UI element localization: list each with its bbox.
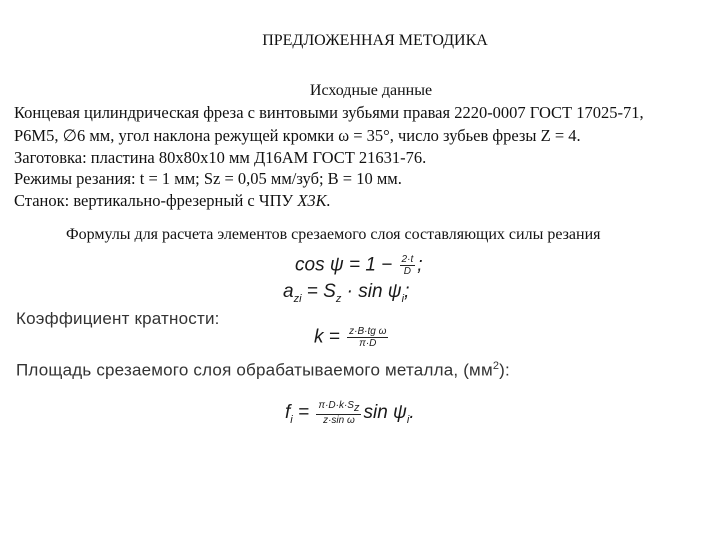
formula3-numerator: z·B·tg ω xyxy=(349,326,387,337)
formulas-heading: Формулы для расчета элементов срезаемого слоя составляющих силы резания xyxy=(66,226,601,243)
formula4-rest-sub: i xyxy=(406,413,410,426)
formula4-tail: . xyxy=(409,402,415,424)
formula2-a: a xyxy=(283,281,294,302)
formula3-lhs: k = xyxy=(314,326,340,348)
formula1-numerator: 2·t xyxy=(401,254,414,265)
formula-k xyxy=(314,326,390,349)
formula2-rest: · sin ψ xyxy=(341,281,402,302)
note-area-suffix: ): xyxy=(499,360,510,380)
formula4-sub-i: i xyxy=(290,413,293,426)
formula2-sub-i: i xyxy=(401,292,405,305)
text-line-tool-params: Р6М5, ∅6 мм, угол наклона режущей кромки ω = 35°, число зубьев фрезы Z = 4. xyxy=(14,126,581,145)
formula4-rest: sin ψ xyxy=(363,402,407,424)
text-line-cutter: Концевая цилиндрическая фреза с винтовыми зубьями правая 2220-0007 ГОСТ 17025-71, xyxy=(14,103,644,122)
formula4-numerator xyxy=(316,400,361,415)
text-line-cutting-modes: Режимы резания: t = 1 мм; Sz = 0,05 мм/зуб; B = 10 мм. xyxy=(14,169,402,188)
formula1-tail: ; xyxy=(417,254,423,276)
formula-cos-psi xyxy=(295,254,423,277)
text-line-workpiece: Заготовка: пластина 80х80х10 мм Д16АМ ГОСТ 21631-76. xyxy=(14,148,427,167)
formula4-eq: = xyxy=(292,402,310,424)
formula2-rhs: = S xyxy=(301,281,336,302)
formula3-fraction xyxy=(347,326,388,349)
formula2-sub-z: z xyxy=(335,292,342,305)
formula4-denominator: z·sin ω xyxy=(323,415,355,426)
machine-model: Х3К. xyxy=(297,191,331,210)
formula4-num-sub: z xyxy=(353,402,360,414)
formula4-num-text: π·D·k·S xyxy=(318,400,354,411)
formula2-sub-zi: zi xyxy=(293,292,302,305)
formula4-f: f xyxy=(285,402,291,424)
note-ratio-coefficient: Коэффициент кратности: xyxy=(16,309,220,328)
section-subtitle: Исходные данные xyxy=(309,82,433,99)
formula1-fraction xyxy=(400,254,416,277)
note-area-sup: 2 xyxy=(492,360,500,372)
formula4-fraction xyxy=(316,400,361,426)
text-line-machine xyxy=(14,191,331,211)
note-area-prefix: Площадь срезаемого слоя обрабатываемого металла, (мм xyxy=(16,360,493,380)
formula-fi xyxy=(285,400,415,426)
formula2-tail: ; xyxy=(404,281,410,302)
formula3-denominator: π·D xyxy=(359,338,377,349)
formula1-lhs: cos ψ = 1 − xyxy=(295,254,393,276)
note-cut-area xyxy=(16,360,510,381)
formula1-denominator: D xyxy=(403,266,411,277)
formula-azi xyxy=(283,281,409,305)
machine-label: Станок: вертикально-фрезерный с ЧПУ xyxy=(14,191,298,210)
page-title: ПРЕДЛОЖЕННАЯ МЕТОДИКА xyxy=(262,32,488,49)
